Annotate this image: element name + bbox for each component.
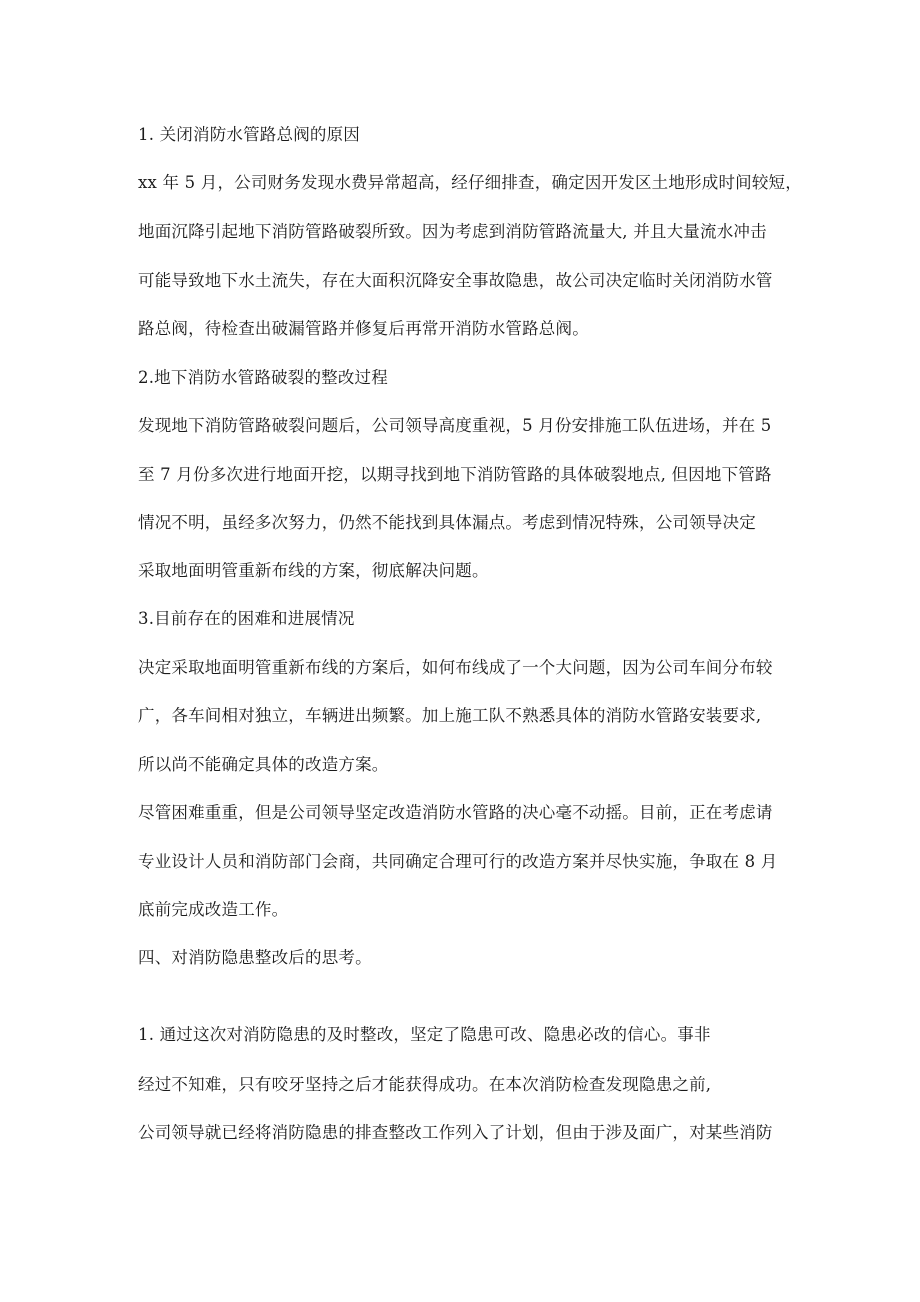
paragraph-line: 专业设计人员和消防部门会商，共同确定合理可行的改造方案并尽快实施，争取在 8 月: [138, 852, 778, 871]
paragraph-line: 决定采取地面明管重新布线的方案后，如何布线成了一个大问题，因为公司车间分布较: [138, 658, 773, 677]
heading-1: 1. 关闭消防水管路总阀的原因: [138, 125, 360, 144]
section-heading-4: 四、对消防隐患整改后的思考。: [138, 948, 372, 967]
paragraph-line: xx 年 5 月，公司财务发现水费异常超高，经仔细排查，确定因开发区土地形成时间较短，: [138, 173, 802, 192]
paragraph-line: 广，各车间相对独立，车辆进出频繁。加上施工队不熟悉具体的消防水管路安装要求,: [138, 706, 762, 725]
paragraph-line: 底前完成改造工作。: [138, 900, 289, 919]
paragraph-line: 所以尚不能确定具体的改造方案。: [138, 755, 389, 774]
paragraph-line: 采取地面明管重新布线的方案，彻底解决问题。: [138, 561, 489, 580]
paragraph-line: 1. 通过这次对消防隐患的及时整改，坚定了隐患可改、隐患必改的信心。事非: [138, 1025, 711, 1044]
heading-3: 3.目前存在的困难和进展情况: [138, 609, 355, 628]
paragraph-line: 公司领导就已经将消防隐患的排查整改工作列入了计划，但由于涉及面广，对某些消防: [138, 1123, 773, 1142]
paragraph-line: 发现地下消防管路破裂问题后，公司领导高度重视，5 月份安排施工队伍进场，并在 5: [138, 416, 772, 435]
paragraph-line: 经过不知难，只有咬牙坚持之后才能获得成功。在本次消防检查发现隐患之前,: [138, 1075, 712, 1094]
paragraph-line: 地面沉降引起地下消防管路破裂所致。因为考虑到消防管路流量大, 并且大量流水冲击: [138, 222, 767, 241]
paragraph-line: 路总阀，待检查出破漏管路并修复后再常开消防水管路总阀。: [138, 319, 589, 338]
paragraph-line: 至 7 月份多次进行地面开挖，以期寻找到地下消防管路的具体破裂地点, 但因地下管路: [138, 465, 772, 484]
heading-2: 2.地下消防水管路破裂的整改过程: [138, 368, 388, 387]
paragraph-line: 尽管困难重重，但是公司领导坚定改造消防水管路的决心毫不动摇。目前，正在考虑请: [138, 803, 773, 822]
paragraph-line: 情况不明，虽经多次努力，仍然不能找到具体漏点。考虑到情况特殊，公司领导决定: [138, 513, 756, 532]
paragraph-line: 可能导致地下水土流失，存在大面积沉降安全事故隐患，故公司决定临时关闭消防水管: [138, 271, 773, 290]
